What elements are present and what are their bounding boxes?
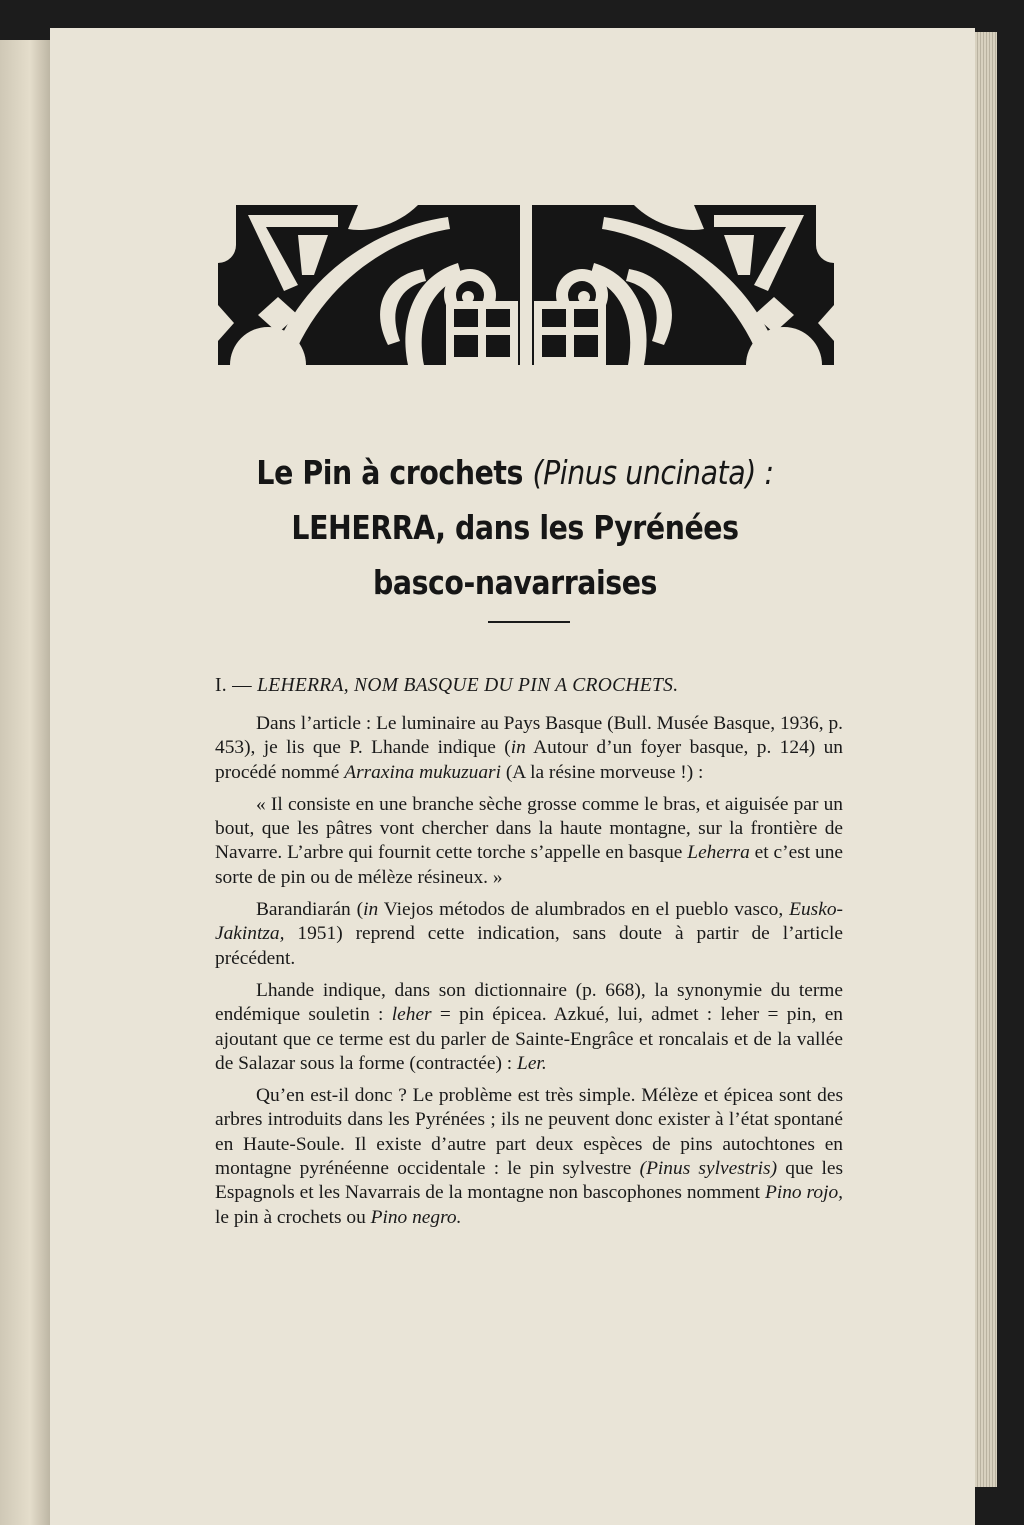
basque-ornament-banner xyxy=(218,205,834,365)
title-line-2: LEHERRA, dans les Pyrénées xyxy=(291,508,739,547)
page-stack-edge xyxy=(975,32,997,1487)
paragraph-1: Dans l’article : Le luminaire au Pays Basque (Bull. Musée Basque, 1936, p. 453), je lis que P. Lhande indique (in Autour d’un foyer basque, p. 124) un procédé nommé Arraxina mukuzuari (A la résine morveuse !) : xyxy=(215,713,843,783)
title-latin-name: (Pinus uncinata) : xyxy=(532,453,774,492)
paragraph-2-quote: « Il consiste en une branche sèche grosse comme le bras, et aiguisée par un bout, que les pâtres vont chercher dans la haute montagne, sur la frontière de Navarre. L’arbre qui fournit cette torche s’appelle en basque Leherra et c’est une sorte de pin ou de mélèze résineux. » xyxy=(215,793,844,888)
title-line-3: basco-navarraises xyxy=(372,563,658,602)
section-heading: I. — LEHERRA, NOM BASQUE DU PIN A CROCHETS. xyxy=(215,675,679,696)
article-body xyxy=(215,712,843,1238)
title-line-1: Le Pin à crochets (Pinus uncinata) : xyxy=(256,453,774,492)
facing-page-edge xyxy=(0,40,50,1525)
title-divider xyxy=(488,621,570,623)
paragraph-4: Lhande indique, dans son dictionnaire (p. 668), la synonymie du terme endémique souletin : leher = pin épicea. Azkué, lui, admet : leher = pin, en ajoutant que ce terme est du parler de Sainte-Engrâce et roncalais et de la vallée de Salazar sous la forme (contractée) : Ler. xyxy=(215,979,843,1074)
paragraph-5: Qu’en est-il donc ? Le problème est très simple. Mélèze et épicea sont des arbres introduits dans les Pyrénées ; ils ne peuvent donc exister à l’état spontané en Haute-Soule. Il existe d’autre part deux espèces de pins autochtones en montagne pyrénéenne occidentale : le pin sylvestre (Pinus sylvestris) que les Espagnols et les Navarrais de la montagne non bascophones nomment Pino rojo, le pin à crochets ou Pino negro. xyxy=(215,1085,844,1228)
paragraph-3: Barandiarán (in Viejos métodos de alumbrados en el pueblo vasco, Eusko-Jakintza, 1951) reprend cette indication, sans doute à partir de l’article précédent. xyxy=(215,899,843,969)
article-title xyxy=(227,445,803,610)
